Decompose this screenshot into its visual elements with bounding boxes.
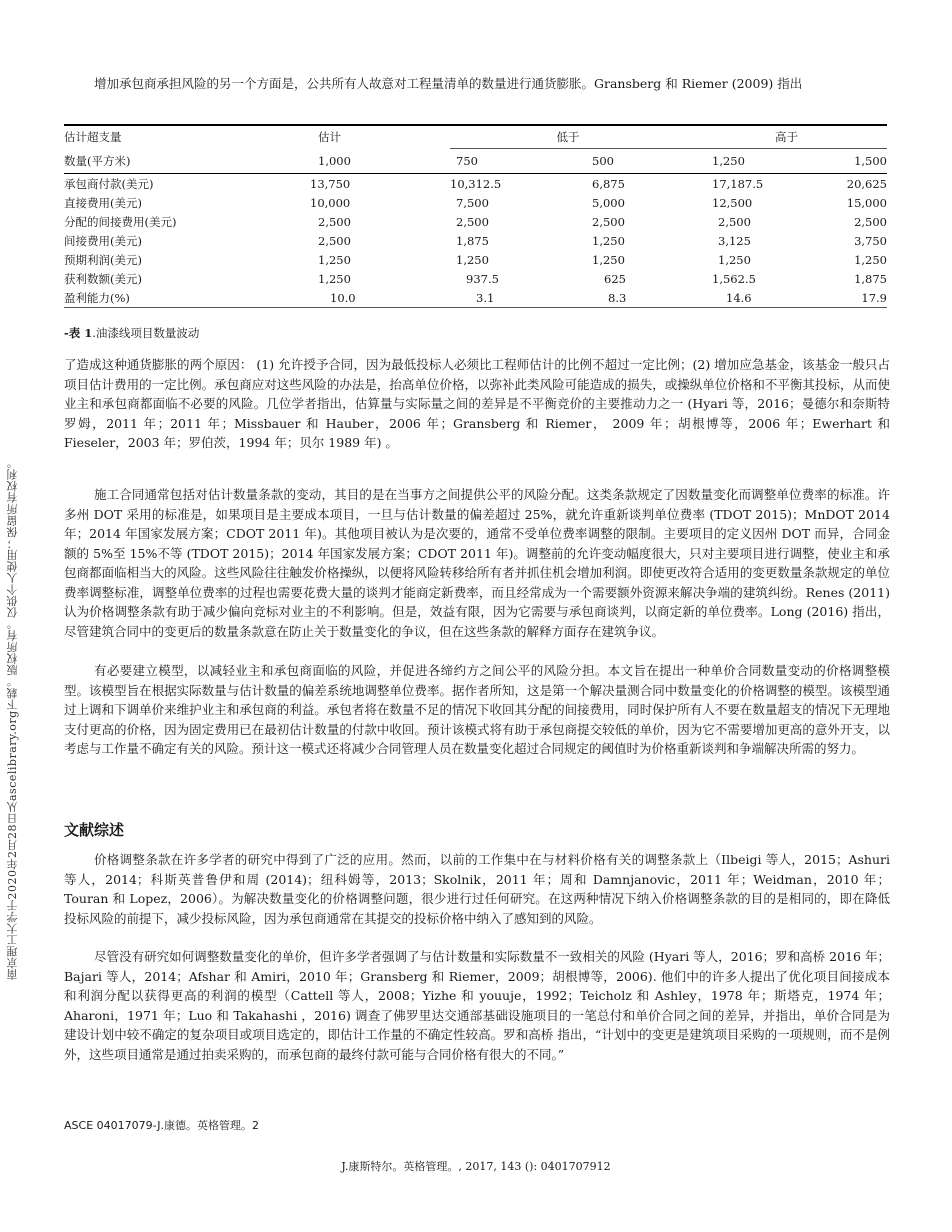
header-estimate: 估计 [310,125,450,149]
cell: 10,000 [310,195,351,210]
quantity-750: 750 [456,154,478,168]
paragraph-4: 价格调整条款在许多学者的研究中得到了广泛的应用。然而，以前的工作集中在与材料价格有关的调整条款上（Ilbeigi 等人，2015；Ashuri 等人，2014；科斯英普鲁伊和周 (2014)；纽科姆等，2013；Skolnik，2011 年；周和 Damnjanovic，2011 年；Weidman，2010 年；Touran 和 Lopez，2006）。为解决数量变化的价格调整问题，很少进行过任何研究。在这两种情况下纳入价格调整条款的目的是相同的，即在降低投标风险的前提下，减少投标风险，因为承包商通常在其提交的投标价格中纳入了感知到的风险。 [64,852,890,926]
cell: 1,250 [456,252,489,267]
cell: 14.6 [686,288,796,308]
quantity-estimate: 1,000 [318,153,351,168]
table-row [64,288,887,308]
cell: 10.0 [310,288,450,308]
cell: 1,875 [456,233,489,248]
table-row [64,193,887,212]
footer-center: J.康斯特尔。英格管理。, 2017, 143 (): 0401707912 [341,1160,611,1173]
cell: 1,562.5 [712,271,756,286]
quantity-1500: 1,500 [854,154,887,168]
cell: 1,250 [592,233,625,248]
cell: 10,312.5 [450,174,562,194]
table-row [64,269,887,288]
cell: 12,500 [712,195,753,210]
quantity-500: 500 [592,154,614,168]
cell: 7,500 [456,195,489,210]
caption-text: .油漆线项目数量波动 [92,326,200,340]
quantity-label: 数量(平方米) [64,153,131,168]
cell: 2,500 [854,214,887,229]
cell: 17,187.5 [686,174,796,194]
cell: 1,250 [854,252,887,267]
paragraph-3: 有必要建立模型，以减轻业主和承包商面临的风险，并促进各缔约方之间公平的风险分担。本文旨在提出一种单价合同数量变动的价格调整模型。该模型旨在根据实际数量与估计数量的偏差系统地调整单位费率。据作者所知，这是第一个解决量测合同中数量变化的价格调整的模型。该模型通过上调和下调单价来维护业主和承包商的利益。承包者将在数量不足的情况下收回其分配的间接费用，同时保护所有人不要在数量超支的情况下无理地支付更高的价格，因为固定费用已在最初估计数量的付款中收回。预计该模式将有助于承包商提交较低的单价，因为它不需要增加更高的意外开支，以考虑与工作量不确定有关的风险。预计这一模式还将减少合同管理人员在数量变化超过合同规定的阈值时为价格重新谈判和争端解决所需的努力。 [64,663,890,756]
row-label: 盈利能力(%) [64,288,310,308]
cell: 3.1 [450,288,562,308]
cell: 5,000 [592,195,625,210]
download-notice: 南京理工大学于2020年2月28日从ascelibrary.org下载。版权所有。仅供个人使用；保留所有权利。 [6,457,19,980]
cell: 2,500 [456,214,489,229]
cell: 2,500 [318,233,351,248]
cell: 937.5 [466,271,499,286]
cell: 1,250 [318,271,351,286]
row-label: 承包商付款(美元) [64,174,310,194]
header-label: 估计超支量 [64,125,310,149]
header-lower: 低于 [450,125,686,149]
cell: 15,000 [846,195,887,210]
table-row [64,250,887,269]
caption-label: -表 1 [64,326,93,340]
cell: 625 [604,271,626,286]
row-label: 预期利润(美元) [64,252,142,267]
cell: 1,875 [854,271,887,286]
row-label: 分配的间接费用(美元) [64,214,177,229]
paragraph-2: 施工合同通常包括对估计数量条款的变动，其目的是在当事方之间提供公平的风险分配。这类条款规定了因数量变化而调整单位费率的标准。许多州 DOT 采用的标准是，如果项目是主要成本项目，一旦与估计数量的偏差超过 25%，就允许重新谈判单位费率 (TDOT 2015)；MnDOT 2014 年；2014 年国家发展方案；CDOT 2011 年)。其他项目被认为是次要的，通常不受单位费率调整的限制。主要项目的定义因州 DOT 而异，合同金额的 5%至 15%不等 (TDOT 2015)；2014 年国家发展方案；CDOT 2011 年)。调整前的允许变动幅度很大，只对主要项目进行调整，使业主和承包商都面临相当大的风险。这些风险往往触发价格操纵，以便将风险转移给所有者并抓住机会增加利润。即使更改符合适用的变更数量条款规定的单位费率调整标准，调整单位费率的过程也需要花费大量的谈判才能商定新费率，而且经常成为一个需要额外资源来解决争端的建筑纠纷。Renes (2011) 认为价格调整条款有助于减少偏向竞标对业主的不利影响。但是，效益有限，因为它需要与承包商谈判，以商定新的单位费率。Long (2016) 指出，尽管建筑合同中的变更后的数量条款意在防止关于数量变化的争议，但在这些条款的解释方面存在建筑争议。 [64,487,890,639]
quantity-table [64,124,887,308]
paragraph-1: 了造成这种通货膨胀的两个原因： (1) 允许授予合同，因为最低投标人必须比工程师估计的比例不超过一定比例；(2) 增加应急基金，该基金一般只占项目估计费用的一定比例。承包商应对这些风险的办法是，抬高单位价格，以弥补此类风险可能造成的损失，或操纵单位价格和不平衡其投标，从而使业主和承包商都面临不必要的风险。几位学者指出，估算量与实际量之间的差异是不平衡竞价的主要推动力之一 (Hyari 等，2016；曼德尔和奈斯特罗姆，2011 年；2011 年；Missbauer 和 Hauber，2006 年；Gransberg 和 Riemer， 2009 年；胡根博等，2006 年；Ewerhart 和 Fieseler，2003 年；罗伯茨，1994 年；贝尔 1989 年) 。 [64,357,890,450]
cell: 13,750 [310,174,450,194]
table-row [64,174,887,194]
table-row [64,212,887,231]
quantity-1250: 1,250 [712,154,745,168]
cell: 3,750 [854,233,887,248]
intro-line: 增加承包商承担风险的另一个方面是，公共所有人故意对工程量清单的数量进行通货膨胀。Gransberg 和 Riemer (2009) 指出 [94,76,803,91]
cell: 6,875 [562,174,686,194]
cell: 8.3 [562,288,686,308]
table-row [64,231,887,250]
table-header-row [64,125,887,149]
cell: 2,500 [592,214,625,229]
row-label: 间接费用(美元) [64,233,142,248]
cell: 1,250 [318,252,351,267]
row-label: 获利数额(美元) [64,271,142,286]
section-heading: 文献综述 [64,821,125,839]
table-quantity-row [64,149,887,174]
footer-left: ASCE 04017079-J.康德。英格管理。2 [64,1119,259,1132]
paragraph-5: 尽管没有研究如何调整数量变化的单价，但许多学者强调了与估计数量和实际数量不一致相关的风险 (Hyari 等人，2016；罗和高桥 2016 年；Bajari 等人，2014；Afshar 和 Amiri，2010 年；Gransberg 和 Riemer，2009；胡根博等，2006). 他们中的许多人提出了优化项目间接成本和利润分配以获得更高的利润的模型（Cattell 等人，2008；Yizhe 和 youuje，1992；Teicholz 和 Ashley，1978 年；斯塔克，1974 年；Aharoni，1971 年；Luo 和 Takahashi ，2016) 调查了佛罗里达交通部基础设施项目的一笔总付和单价合同之间的差异，并指出，单价合同是为建设计划中较不确定的复杂项目或项目选定的，即估计工作量的不确定性较高。罗和高桥 指出，“计划中的变更是建筑项目采购的一项规则，而不是例外，这些项目通常是通过拍卖采购的，而承包商的最终付款可能与合同价格有很大的不同。” [64,949,890,1062]
cell: 1,250 [718,252,751,267]
table-caption [64,325,199,341]
cell: 17.9 [796,288,887,308]
header-higher: 高于 [686,125,887,149]
cell: 2,500 [718,214,751,229]
cell: 2,500 [318,214,351,229]
row-label: 直接费用(美元) [64,195,142,210]
cell: 20,625 [796,174,887,194]
cell: 3,125 [718,233,751,248]
cell: 1,250 [592,252,625,267]
